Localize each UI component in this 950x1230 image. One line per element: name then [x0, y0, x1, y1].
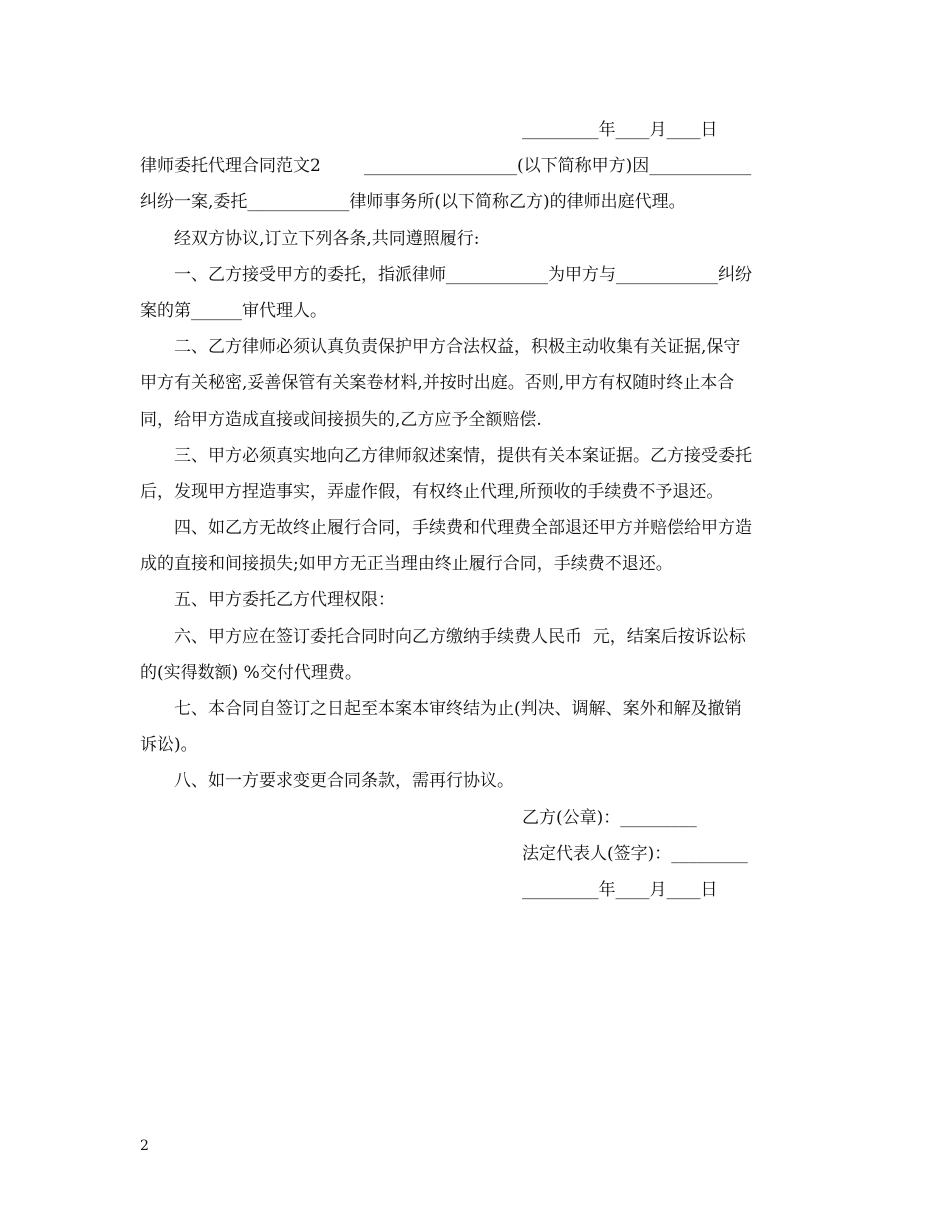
clause-2-line: 同，给甲方造成直接或间接损失的,乙方应予全额赔偿.	[140, 409, 542, 430]
top-date-right: _________年____月____日	[522, 120, 718, 140]
clause-3-line: 后，发现甲方捏造事实，弄虚作假，有权终止代理,所预收的手续费不予退还。	[140, 481, 724, 502]
party-b-representative: 法定代表人(签字)：_________	[522, 843, 748, 864]
contract-title-line: 律师委托代理合同范文2 __________________(以下简称甲方)因____________	[140, 156, 752, 177]
paragraph-line: 经双方协议,订立下列各条,共同遵照履行:	[174, 228, 480, 249]
clause-7-line: 诉讼)。	[140, 735, 198, 756]
top-date-row	[140, 112, 812, 148]
clause-7-line: 七、本合同自签订之日起至本案本审终结为止(判决、调解、案外和解及撤销	[174, 699, 742, 719]
page-number: 2	[140, 1138, 149, 1154]
representative-row	[140, 836, 812, 872]
clause-1-line: 一、乙方接受甲方的委托，指派律师____________为甲方与____________纠纷	[174, 264, 752, 285]
clause-2-line: 甲方有关秘密,妥善保管有关案卷材料,并按时出庭。否则,甲方有权随时终止本合	[140, 373, 735, 394]
document-page	[140, 112, 812, 908]
clause-8-line: 八、如一方要求变更合同条款，需再行协议。	[174, 771, 514, 792]
clause-5-line: 五、甲方委托乙方代理权限：	[174, 590, 395, 611]
seal-row	[140, 800, 812, 836]
party-b-date: _________年____月____日	[522, 879, 718, 900]
signature-date-row	[140, 872, 812, 908]
clause-1-line: 案的第______审代理人。	[140, 300, 327, 321]
clause-4-line: 四、如乙方无故终止履行合同，手续费和代理费全部退还甲方并赔偿给甲方造	[174, 518, 752, 539]
clause-2-line: 二、乙方律师必须认真负责保护甲方合法权益，积极主动收集有关证据,保守	[174, 337, 741, 358]
clause-6-line: 六、甲方应在签订委托合同时向乙方缴纳手续费人民币 元，结案后按诉讼标	[174, 626, 746, 647]
clause-6-line: 的(实得数额) %交付代理费。	[140, 662, 362, 683]
party-b-seal: 乙方(公章)：_________	[522, 807, 697, 828]
clause-4-line: 成的直接和间接损失;如甲方无正当理由终止履行合同，手续费不退还。	[140, 554, 673, 575]
paragraph-line: 纠纷一案,委托____________律师事务所(以下简称乙方)的律师出庭代理。	[140, 192, 686, 213]
clause-3-line: 三、甲方必须真实地向乙方律师叙述案情，提供有关本案证据。乙方接受委托	[174, 445, 752, 466]
